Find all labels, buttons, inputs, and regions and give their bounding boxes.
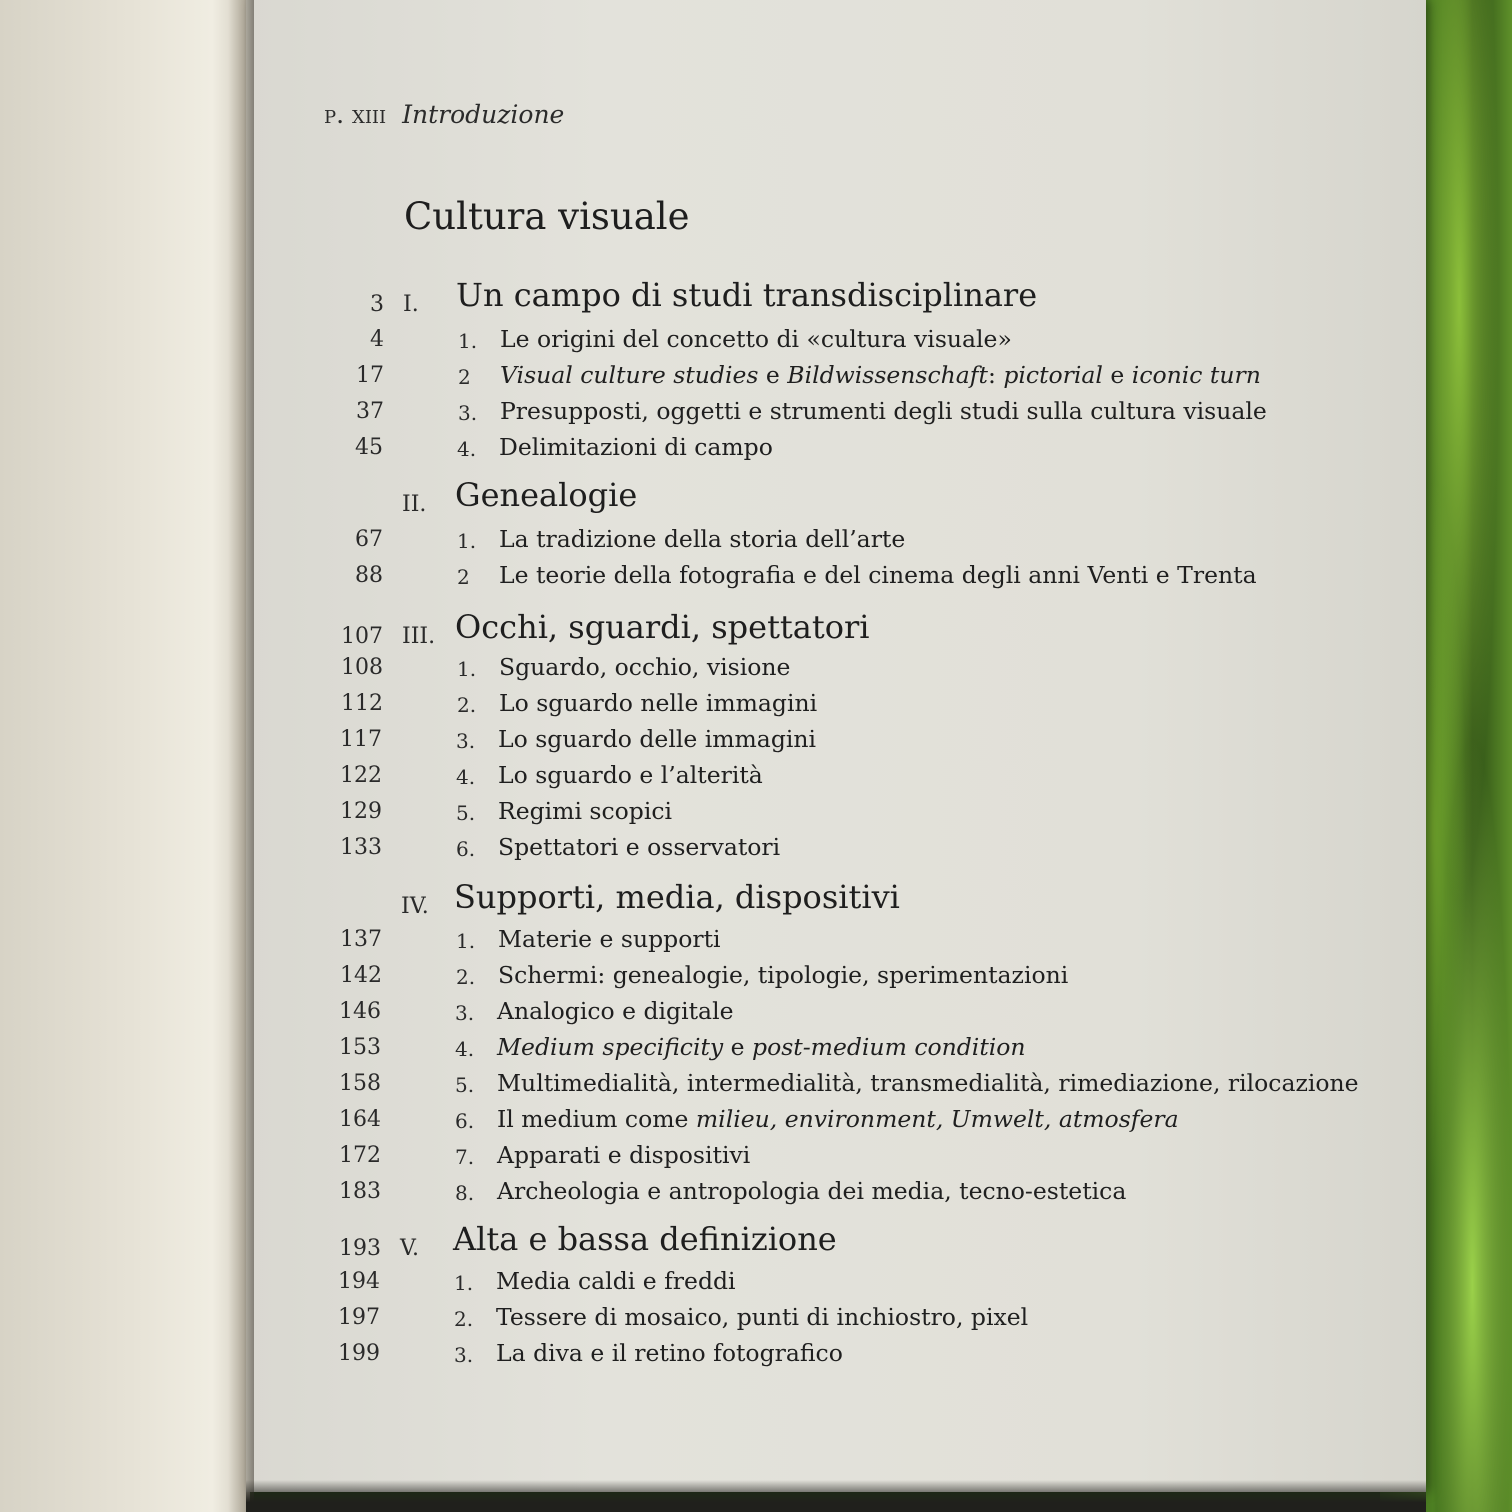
chapter-numeral: V. (400, 1236, 420, 1261)
section-number: 3. (454, 1343, 474, 1367)
chapter-title: Occhi, sguardi, spettatori (455, 608, 870, 646)
section-page-number: 17 (356, 363, 384, 388)
section-page-number: 153 (339, 1035, 381, 1060)
section-number: 3. (456, 729, 476, 753)
chapter-page-number: 107 (341, 624, 383, 649)
section-title: Multimedialità, intermedialità, transmedialità, rimediazione, rilocazione (497, 1069, 1359, 1097)
section-number: 1. (456, 929, 476, 953)
section-number: 1. (454, 1271, 474, 1295)
section-title: Materie e supporti (498, 925, 721, 953)
section-title (497, 1105, 1179, 1133)
section-number: 1. (458, 329, 478, 353)
running-head-title: Introduzione (402, 100, 565, 129)
section-title: Sguardo, occhio, visione (499, 653, 791, 681)
italic-term: Bildwissenschaft (787, 361, 988, 389)
section-title: Le teorie della fotografia e del cinema degli anni Venti e Trenta (499, 561, 1257, 589)
section-number: 8. (455, 1181, 475, 1205)
section-number: 3. (455, 1001, 475, 1025)
section-title: Regimi scopici (498, 797, 673, 825)
section-page-number: 45 (355, 435, 383, 460)
section-title: Apparati e dispositivi (497, 1141, 751, 1169)
section-title: Analogico e digitale (497, 997, 734, 1025)
chapter-title: Alta e bassa definizione (453, 1220, 837, 1258)
section-title: Presupposti, oggetti e strumenti degli studi sulla cultura visuale (500, 397, 1267, 425)
section-page-number: 172 (339, 1143, 381, 1168)
section-title: Media caldi e freddi (496, 1267, 736, 1295)
chapter-title: Genealogie (455, 476, 638, 514)
italic-term: , (935, 1105, 951, 1133)
italic-term: Umwelt (950, 1105, 1044, 1133)
chapter-title: Supporti, media, dispositivi (454, 878, 900, 916)
section-number: 2 (458, 365, 471, 389)
section-number: 1. (457, 529, 477, 553)
section-page-number: 108 (341, 655, 383, 680)
chapter-numeral: II. (402, 492, 427, 517)
section-page-number: 164 (339, 1107, 381, 1132)
running-head-page: p. xiii (324, 100, 387, 129)
section-number: 4. (455, 1037, 475, 1061)
title-text: e (723, 1033, 753, 1061)
chapter-page-number: 193 (339, 1236, 381, 1261)
section-title: La diva e il retino fotografico (496, 1339, 843, 1367)
section-number: 6. (455, 1109, 475, 1133)
chapter-numeral: I. (403, 292, 419, 317)
italic-term: post-medium condition (752, 1033, 1026, 1061)
italic-term: , (769, 1105, 785, 1133)
italic-term: iconic turn (1131, 361, 1261, 389)
section-title: Tessere di mosaico, punti di inchiostro, pixel (496, 1303, 1029, 1331)
section-page-number: 4 (370, 327, 384, 352)
section-page-number: 129 (340, 799, 382, 824)
section-number: 2. (456, 965, 476, 989)
section-title: Archeologia e antropologia dei media, tecno-estetica (497, 1177, 1127, 1205)
title-text: Il medium come (497, 1105, 696, 1133)
section-page-number: 146 (339, 999, 381, 1024)
section-page-number: 199 (338, 1341, 380, 1366)
chapter-title: Un campo di studi transdisciplinare (456, 276, 1038, 314)
section-page-number: 37 (356, 399, 384, 424)
section-title (500, 361, 1261, 389)
section-number: 3. (458, 401, 478, 425)
section-title (497, 1033, 1026, 1061)
italic-term: milieu (695, 1105, 770, 1133)
section-page-number: 112 (341, 691, 383, 716)
section-title: Schermi: genealogie, tipologie, sperimentazioni (498, 961, 1069, 989)
section-number: 7. (455, 1145, 475, 1169)
section-title: Lo sguardo delle immagini (498, 725, 817, 753)
section-number: 2. (454, 1307, 474, 1331)
title-text: : (987, 361, 1004, 389)
section-page-number: 183 (339, 1179, 381, 1204)
section-page-number: 197 (338, 1305, 380, 1330)
chapter-numeral: IV. (401, 894, 429, 919)
section-number: 2. (457, 693, 477, 717)
section-page-number: 67 (355, 527, 383, 552)
left-page (0, 0, 250, 1512)
chapter-page-number: 3 (370, 292, 384, 317)
section-number: 4. (457, 437, 477, 461)
italic-term: environment (784, 1105, 936, 1133)
page-bottom-shadow (246, 1480, 1426, 1512)
section-number: 6. (456, 837, 476, 861)
section-number: 5. (456, 801, 476, 825)
section-title: Le origini del concetto di «cultura visuale» (500, 325, 1012, 353)
italic-term: Medium specificity (497, 1033, 724, 1061)
book-gutter (228, 0, 254, 1512)
title-text: e (1102, 361, 1132, 389)
section-title: Lo sguardo e l’alterità (498, 761, 763, 789)
section-title: La tradizione della storia dell’arte (499, 525, 906, 553)
italic-term: , atmosfera (1043, 1105, 1179, 1133)
section-page-number: 137 (340, 927, 382, 952)
title-text: e (758, 361, 788, 389)
section-page-number: 117 (340, 727, 382, 752)
section-page-number: 158 (339, 1071, 381, 1096)
running-head (324, 100, 564, 129)
section-number: 5. (455, 1073, 475, 1097)
chapter-numeral: III. (402, 624, 436, 649)
section-title: Lo sguardo nelle immagini (499, 689, 818, 717)
section-number: 4. (456, 765, 476, 789)
section-page-number: 88 (355, 563, 383, 588)
section-page-number: 133 (340, 835, 382, 860)
section-page-number: 142 (340, 963, 382, 988)
section-number: 2 (457, 565, 470, 589)
section-page-number: 194 (338, 1269, 380, 1294)
italic-term: pictorial (1003, 361, 1103, 389)
section-title: Spettatori e osservatori (498, 833, 781, 861)
section-page-number: 122 (340, 763, 382, 788)
italic-term: Visual culture studies (500, 361, 759, 389)
section-number: 1. (457, 657, 477, 681)
section-title: Delimitazioni di campo (499, 433, 773, 461)
book-title: Cultura visuale (404, 195, 690, 238)
